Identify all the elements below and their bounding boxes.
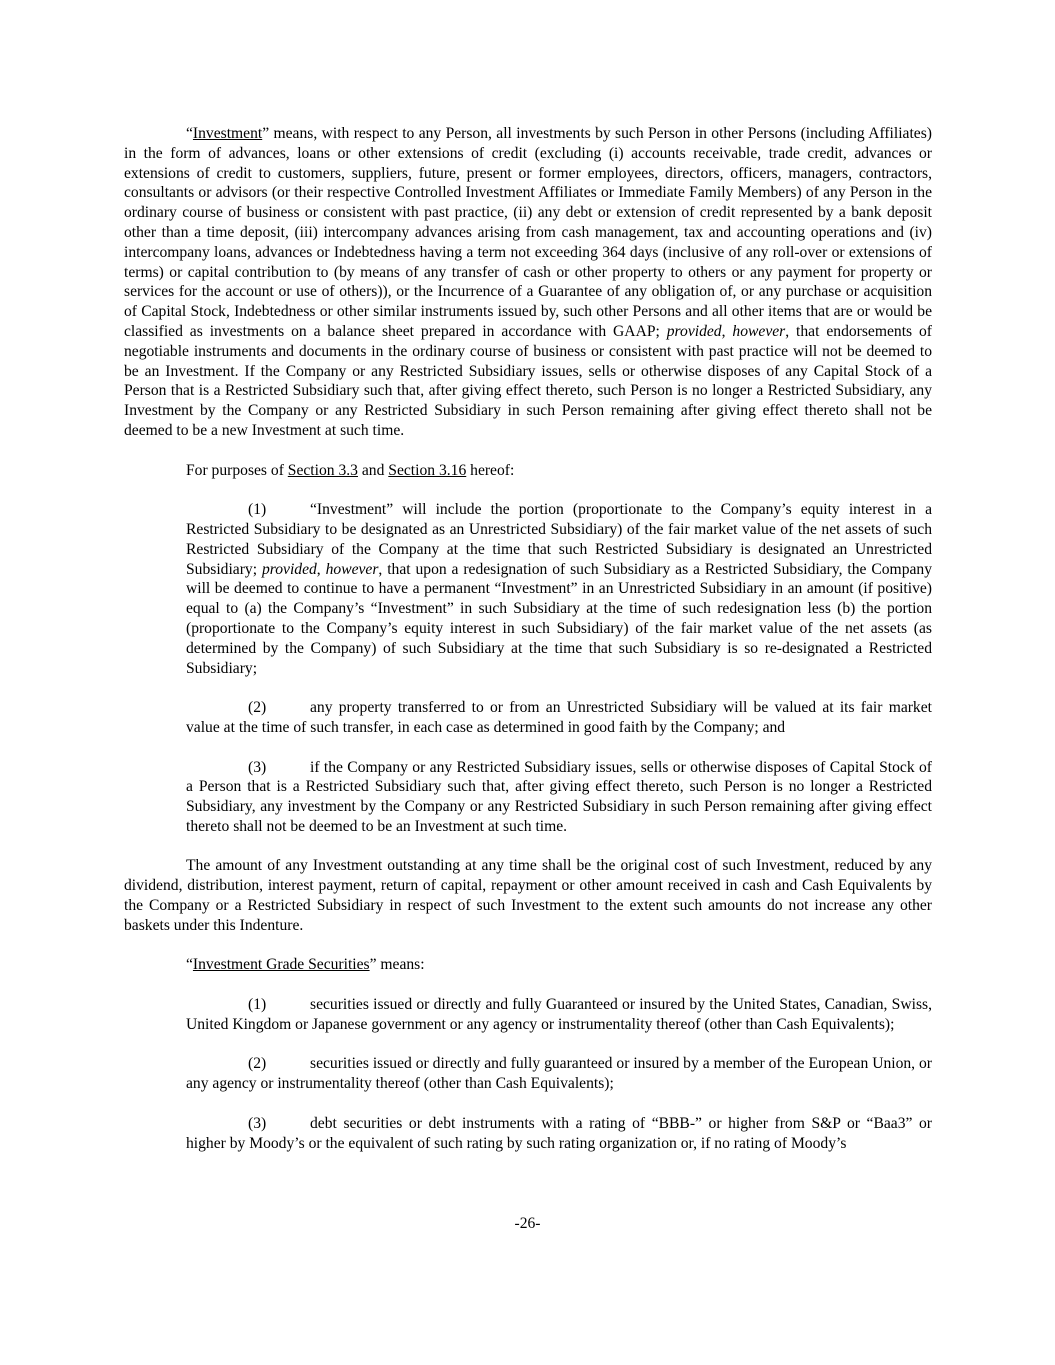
section-reference: Section 3.16 bbox=[388, 461, 467, 479]
separator: , bbox=[316, 560, 326, 578]
italic-however: however bbox=[325, 560, 379, 578]
item-text: securities issued or directly and fully guaranteed or insured by a member of the European Union, or any agency or instrumentality thereof (other than Cash Equivalents); bbox=[186, 1055, 932, 1093]
purposes-item-1 bbox=[186, 500, 932, 678]
item-text: securities issued or directly and fully Guaranteed or insured by the United States, Canadian, Swiss, United Kingdom or Japanese government or any agency or instrumentality thereof (other than Cash Equivalents); bbox=[186, 996, 932, 1033]
close-quote: ” bbox=[369, 956, 377, 974]
purposes-item-2 bbox=[186, 698, 932, 738]
purposes-text: hereof: bbox=[466, 461, 515, 479]
purposes-paragraph bbox=[124, 461, 932, 481]
igs-item-2 bbox=[186, 1054, 932, 1094]
item-text: if the Company or any Restricted Subsidiary issues, sells or otherwise disposes of Capital Stock of a Person that is a Restricted Subsidiary such that, after giving effect thereto, such Person is no longer a Restricted Subsidiary, any investment by the Company or any Restricted Subsidiary in such Person remaining after giving effect thereto shall not be deemed to be an Investment at such time. bbox=[186, 758, 932, 835]
item-number: (3) bbox=[248, 758, 267, 776]
item-number: (3) bbox=[248, 1114, 267, 1132]
item-text: , that upon a redesignation of such Subsidiary as a Restricted Subsidiary, the Company will be deemed to continue to have a permanent “Investment” in an Unrestricted Subsidiary in an amount (if positive) equal to (a) the Company’s “Investment” in such Subsidiary at the time of such redesignation less (b) the portion (proportionate to the Company’s equity interest in such Subsidiary) of the fair market value of the net assets (as determined by the Company) of such Subsidiary at the time that such Subsidiary is so re-designated a Restricted Subsidiary; bbox=[186, 560, 933, 677]
italic-provided: provided bbox=[261, 560, 317, 578]
igs-item-1 bbox=[186, 995, 932, 1035]
separator: , bbox=[721, 322, 733, 340]
amount-paragraph: The amount of any Investment outstanding at any time shall be the original cost of such Investment, reduced by any dividend, distribution, interest payment, return of capital, repayment or other amount received in cash and Cash Equivalents by the Company or a Restricted Subsidiary in respect of such Investment to the extent such amounts do not increase any other baskets under this Indenture. bbox=[124, 857, 932, 934]
italic-however: however bbox=[732, 322, 786, 340]
item-number: (2) bbox=[248, 699, 267, 717]
definition-text: means, with respect to any Person, all investments by such Person in other Persons (including Affiliates) in the form of advances, loans or other extensions of credit (excluding (i) accounts receivable, trade credit, advances or extensions of credit to customers, suppliers, future, present or former employees, directors, officers, managers, contractors, consultants or advisors (or their respective Controlled Investment Affiliates or Immediate Family Members) of any Person in the ordinary course of business or consistent with past practice, (ii) any debt or extension of credit represented by a bank deposit other than a time deposit, (iii) intercompany advances arising from cash management, tax and accounting operations and (iv) intercompany loans, advances or Indebtedness having a term not exceeding 364 days (inclusive of any roll-over or extensions of terms) or capital contribution to (by means of any transfer of cash or other property to others or any payment for property or services for the account or use of others)), or the Incurrence of a Guarantee of any obligation of, or any purchase or acquisition of Capital Stock, Indebtedness or other similar instruments issued by, such other Persons and all other items that are or would be classified as investments on a balance sheet prepared in accordance with GAAP; bbox=[124, 125, 932, 340]
close-quote: ” bbox=[262, 125, 270, 142]
item-number: (1) bbox=[248, 996, 267, 1014]
investment-grade-securities-definition bbox=[124, 955, 932, 975]
item-text: debt securities or debt instruments with a rating of “BBB-” or higher from S&P or “Baa3” or higher by Moody’s or the equivalent of such rating by such rating organization or, if no rating of Moody’s bbox=[186, 1114, 932, 1152]
defined-term-investment-grade-securities: Investment Grade Securities bbox=[192, 956, 370, 974]
open-quote: “ bbox=[186, 956, 193, 974]
item-number: (1) bbox=[248, 501, 267, 519]
item-number: (2) bbox=[248, 1055, 267, 1073]
italic-provided: provided bbox=[666, 322, 722, 340]
purposes-text: and bbox=[357, 461, 389, 479]
investment-definition-paragraph bbox=[124, 124, 932, 441]
document-page bbox=[124, 124, 932, 1153]
page-number: -26- bbox=[514, 1215, 541, 1232]
purposes-text: For purposes of bbox=[186, 461, 288, 479]
open-quote: “ bbox=[186, 125, 193, 142]
section-reference: Section 3.3 bbox=[287, 461, 358, 479]
definition-text: means: bbox=[376, 956, 425, 974]
item-text: any property transferred to or from an Unrestricted Subsidiary will be valued at its fair market value at the time of such transfer, in each case as determined in good faith by the Company; and bbox=[186, 699, 932, 736]
defined-term-investment: Investment bbox=[192, 125, 263, 142]
purposes-item-3 bbox=[186, 758, 932, 837]
definition-text: , that endorsements of negotiable instruments and documents in the ordinary course of business or consistent with past practice will not be deemed to be an Investment. If the Company or any Restricted Subsidiary issues, sells or otherwise disposes of any Capital Stock of a Person that is a Restricted Subsidiary such that, after giving effect thereto, such Person is no longer a Restricted Subsidiary, any Investment by the Company or any Restricted Subsidiary in such Person remaining after giving effect thereto shall not be deemed to be a new Investment at such time. bbox=[124, 322, 932, 439]
igs-item-3 bbox=[186, 1114, 932, 1154]
item-text: “Investment” will include the portion (proportionate to the Company’s equity interest in a Restricted Subsidiary to be designated as an Unrestricted Subsidiary) of the fair market value of the net assets of such Restricted Subsidiary of the Company at the time that such Restricted Subsidiary is designated an Unrestricted Subsidiary; bbox=[186, 501, 932, 578]
